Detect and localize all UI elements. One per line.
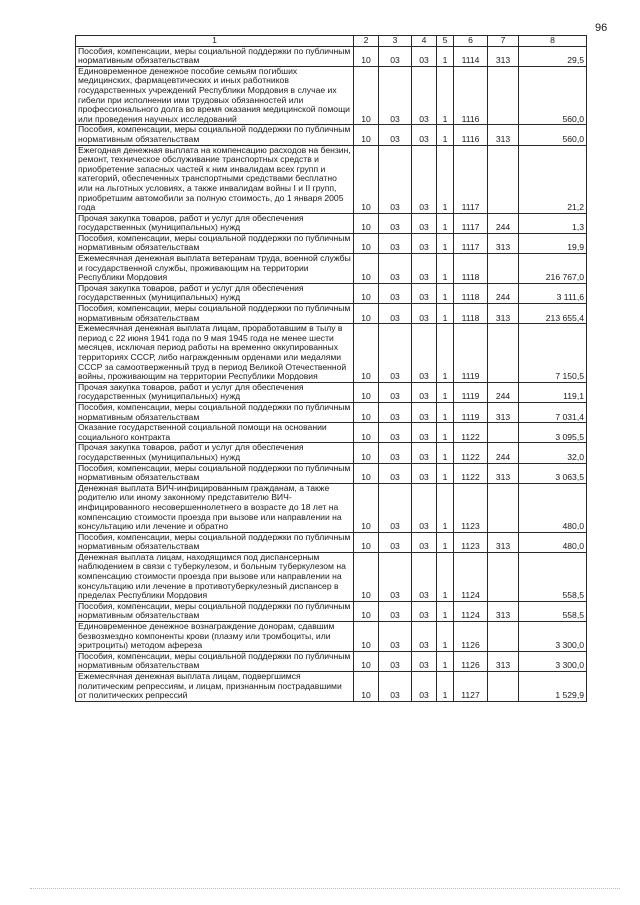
row-code-c7: 313 — [488, 125, 519, 145]
row-code-c5: 1 — [437, 552, 454, 601]
row-code-c6: 1117 — [454, 145, 488, 213]
row-code-c2: 10 — [354, 402, 379, 422]
row-code-c5: 1 — [437, 46, 454, 66]
row-amount: 560,0 — [519, 125, 587, 145]
row-code-c4: 03 — [412, 46, 437, 66]
row-code-c2: 10 — [354, 483, 379, 532]
row-description: Единовременное денежное вознаграждение донорам, сдавшим безвозмездно компоненты крови (плазму или тромбоциты, или эритроциты) методом афереза — [76, 622, 354, 652]
row-code-c4: 03 — [412, 324, 437, 383]
row-code-c5: 1 — [437, 66, 454, 125]
row-code-c4: 03 — [412, 601, 437, 621]
row-code-c4: 03 — [412, 382, 437, 402]
row-code-c5: 1 — [437, 324, 454, 383]
row-code-c5: 1 — [437, 483, 454, 532]
row-code-c3: 03 — [379, 145, 412, 213]
row-description: Пособия, компенсации, меры социальной поддержки по публичным нормативным обязательствам — [76, 46, 354, 66]
row-code-c6: 1119 — [454, 382, 488, 402]
row-amount: 7 031,4 — [519, 402, 587, 422]
scan-edge-line — [30, 888, 620, 890]
row-amount: 558,5 — [519, 552, 587, 601]
row-code-c5: 1 — [437, 402, 454, 422]
table-row — [76, 483, 587, 532]
row-code-c2: 10 — [354, 324, 379, 383]
row-description: Пособия, компенсации, меры социальной поддержки по публичным нормативным обязательствам — [76, 463, 354, 483]
row-code-c4: 03 — [412, 651, 437, 671]
row-code-c4: 03 — [412, 233, 437, 253]
row-amount: 1,3 — [519, 213, 587, 233]
row-code-c6: 1119 — [454, 324, 488, 383]
row-code-c7 — [488, 66, 519, 125]
row-code-c7 — [488, 324, 519, 383]
row-code-c2: 10 — [354, 601, 379, 621]
row-code-c6: 1116 — [454, 66, 488, 125]
row-code-c2: 10 — [354, 423, 379, 443]
row-description: Ежемесячная денежная выплата лицам, подвергшимся политическим репрессиям, и лицам, признанным пострадавшими от политических репрессий — [76, 672, 354, 702]
row-description: Пособия, компенсации, меры социальной поддержки по публичным нормативным обязательствам — [76, 402, 354, 422]
row-code-c6: 1122 — [454, 423, 488, 443]
row-amount: 560,0 — [519, 66, 587, 125]
row-code-c2: 10 — [354, 651, 379, 671]
header-cell: 4 — [412, 36, 437, 47]
row-code-c6: 1127 — [454, 672, 488, 702]
row-code-c2: 10 — [354, 46, 379, 66]
table-row — [76, 213, 587, 233]
row-code-c7: 313 — [488, 532, 519, 552]
header-cell: 5 — [437, 36, 454, 47]
row-code-c7 — [488, 672, 519, 702]
table-row — [76, 423, 587, 443]
row-amount: 3 095,5 — [519, 423, 587, 443]
row-code-c7: 244 — [488, 382, 519, 402]
table-row — [76, 672, 587, 702]
row-code-c5: 1 — [437, 213, 454, 233]
row-code-c2: 10 — [354, 254, 379, 284]
row-code-c4: 03 — [412, 672, 437, 702]
row-amount: 3 111,6 — [519, 283, 587, 303]
row-code-c6: 1118 — [454, 304, 488, 324]
table-row — [76, 283, 587, 303]
row-code-c3: 03 — [379, 382, 412, 402]
row-description: Оказание государственной социальной помощи на основании социального контракта — [76, 423, 354, 443]
row-code-c4: 03 — [412, 483, 437, 532]
row-code-c4: 03 — [412, 254, 437, 284]
row-amount: 32,0 — [519, 443, 587, 463]
row-code-c7: 244 — [488, 443, 519, 463]
row-code-c2: 10 — [354, 213, 379, 233]
budget-table — [75, 35, 587, 702]
row-code-c7: 313 — [488, 46, 519, 66]
row-code-c4: 03 — [412, 213, 437, 233]
row-code-c3: 03 — [379, 672, 412, 702]
row-code-c2: 10 — [354, 66, 379, 125]
row-code-c7: 313 — [488, 463, 519, 483]
row-code-c5: 1 — [437, 443, 454, 463]
row-code-c4: 03 — [412, 552, 437, 601]
header-cell: 7 — [488, 36, 519, 47]
row-amount: 213 655,4 — [519, 304, 587, 324]
row-code-c6: 1122 — [454, 463, 488, 483]
row-code-c6: 1123 — [454, 532, 488, 552]
header-cell: 6 — [454, 36, 488, 47]
row-code-c4: 03 — [412, 402, 437, 422]
row-code-c2: 10 — [354, 233, 379, 253]
header-cell: 8 — [519, 36, 587, 47]
row-description: Пособия, компенсации, меры социальной поддержки по публичным нормативным обязательствам — [76, 601, 354, 621]
row-code-c2: 10 — [354, 125, 379, 145]
row-code-c2: 10 — [354, 145, 379, 213]
row-code-c7: 313 — [488, 233, 519, 253]
row-code-c5: 1 — [437, 622, 454, 652]
row-description: Ежемесячная денежная выплата лицам, проработавшим в тылу в период с 22 июня 1941 года по 9 мая 1945 года не менее шести месяцев, исключая период работы на временно оккупированных территориях СССР, либо награжденным орденами или медалями СССР за самоотверженный труд в период Великой Отечественной войны, проживающим на территории Республики Мордовия — [76, 324, 354, 383]
row-code-c7: 313 — [488, 601, 519, 621]
row-code-c6: 1119 — [454, 402, 488, 422]
row-code-c3: 03 — [379, 483, 412, 532]
row-code-c5: 1 — [437, 145, 454, 213]
row-code-c7 — [488, 254, 519, 284]
row-code-c5: 1 — [437, 601, 454, 621]
row-code-c6: 1117 — [454, 213, 488, 233]
table-row — [76, 552, 587, 601]
table-row — [76, 532, 587, 552]
row-code-c4: 03 — [412, 443, 437, 463]
row-code-c7: 244 — [488, 213, 519, 233]
row-code-c3: 03 — [379, 463, 412, 483]
row-code-c6: 1126 — [454, 622, 488, 652]
row-code-c6: 1126 — [454, 651, 488, 671]
row-code-c7 — [488, 552, 519, 601]
row-amount: 480,0 — [519, 532, 587, 552]
header-cell: 1 — [76, 36, 354, 47]
row-code-c7: 313 — [488, 651, 519, 671]
table-row — [76, 304, 587, 324]
row-code-c5: 1 — [437, 651, 454, 671]
row-code-c6: 1124 — [454, 552, 488, 601]
row-code-c2: 10 — [354, 463, 379, 483]
row-amount: 119,1 — [519, 382, 587, 402]
row-amount: 29,5 — [519, 46, 587, 66]
row-code-c3: 03 — [379, 233, 412, 253]
row-code-c6: 1118 — [454, 283, 488, 303]
row-description: Денежная выплата ВИЧ-инфицированным гражданам, а также родителю или иному законному представителю ВИЧ-инфицированного несовершеннолетнего в возрасте до 18 лет на компенсацию стоимости проезда при вызове или направлении на консультацию или лечение и обратно — [76, 483, 354, 532]
row-code-c2: 10 — [354, 532, 379, 552]
row-description: Ежемесячная денежная выплата ветеранам труда, военной службы и государственной службы, проживающим на территории Республики Мордовия — [76, 254, 354, 284]
row-code-c3: 03 — [379, 125, 412, 145]
row-code-c3: 03 — [379, 532, 412, 552]
table-row — [76, 233, 587, 253]
row-code-c4: 03 — [412, 423, 437, 443]
row-code-c3: 03 — [379, 283, 412, 303]
row-code-c6: 1124 — [454, 601, 488, 621]
table-row — [76, 254, 587, 284]
row-code-c3: 03 — [379, 443, 412, 463]
table-row — [76, 402, 587, 422]
header-cell: 3 — [379, 36, 412, 47]
header-row — [76, 36, 587, 47]
row-code-c3: 03 — [379, 304, 412, 324]
row-description: Прочая закупка товаров, работ и услуг для обеспечения государственных (муниципальных) нужд — [76, 283, 354, 303]
row-amount: 3 300,0 — [519, 651, 587, 671]
row-code-c4: 03 — [412, 622, 437, 652]
row-code-c7 — [488, 423, 519, 443]
row-amount: 19,9 — [519, 233, 587, 253]
row-code-c6: 1117 — [454, 233, 488, 253]
table-row — [76, 382, 587, 402]
row-code-c3: 03 — [379, 66, 412, 125]
row-code-c3: 03 — [379, 423, 412, 443]
table-row — [76, 66, 587, 125]
row-code-c5: 1 — [437, 125, 454, 145]
row-code-c7 — [488, 145, 519, 213]
table-row — [76, 46, 587, 66]
table-row — [76, 601, 587, 621]
page-number: 96 — [595, 22, 608, 34]
row-code-c3: 03 — [379, 46, 412, 66]
header-cell: 2 — [354, 36, 379, 47]
row-amount: 558,5 — [519, 601, 587, 621]
table-row — [76, 443, 587, 463]
table-row — [76, 622, 587, 652]
row-description: Пособия, компенсации, меры социальной поддержки по публичным нормативным обязательствам — [76, 304, 354, 324]
table-row — [76, 145, 587, 213]
row-code-c4: 03 — [412, 145, 437, 213]
table-row — [76, 651, 587, 671]
row-code-c2: 10 — [354, 382, 379, 402]
row-amount: 3 300,0 — [519, 622, 587, 652]
row-code-c2: 10 — [354, 622, 379, 652]
row-code-c3: 03 — [379, 254, 412, 284]
row-code-c5: 1 — [437, 254, 454, 284]
row-code-c3: 03 — [379, 601, 412, 621]
row-code-c2: 10 — [354, 552, 379, 601]
row-description: Денежная выплата лицам, находящимся под диспансерным наблюдением в связи с туберкулезом, и больным туберкулезом на компенсацию стоимости проезда при вызове или направлении на консультацию или лечение в противотуберкулезный диспансер в пределах Республики Мордовия — [76, 552, 354, 601]
row-code-c7 — [488, 483, 519, 532]
row-code-c5: 1 — [437, 672, 454, 702]
row-code-c3: 03 — [379, 324, 412, 383]
row-code-c6: 1123 — [454, 483, 488, 532]
row-code-c5: 1 — [437, 304, 454, 324]
row-code-c2: 10 — [354, 283, 379, 303]
row-code-c4: 03 — [412, 304, 437, 324]
row-code-c3: 03 — [379, 622, 412, 652]
row-code-c7: 313 — [488, 304, 519, 324]
row-code-c5: 1 — [437, 423, 454, 443]
table-row — [76, 463, 587, 483]
row-code-c2: 10 — [354, 443, 379, 463]
row-code-c3: 03 — [379, 402, 412, 422]
row-description: Пособия, компенсации, меры социальной поддержки по публичным нормативным обязательствам — [76, 532, 354, 552]
row-code-c4: 03 — [412, 532, 437, 552]
row-code-c2: 10 — [354, 304, 379, 324]
row-code-c4: 03 — [412, 463, 437, 483]
row-code-c5: 1 — [437, 283, 454, 303]
row-code-c7: 313 — [488, 402, 519, 422]
row-description: Пособия, компенсации, меры социальной поддержки по публичным нормативным обязательствам — [76, 233, 354, 253]
row-code-c7 — [488, 622, 519, 652]
row-code-c3: 03 — [379, 552, 412, 601]
row-description: Единовременное денежное пособие семьям погибших медицинских, фармацевтических и иных работников государственных учреждений Республики Мордовия в случае их гибели при исполнении ими трудовых обязанностей или профессионального долга во время оказания медицинской помощи или проведения научных исследований — [76, 66, 354, 125]
row-code-c3: 03 — [379, 651, 412, 671]
row-code-c6: 1116 — [454, 125, 488, 145]
row-code-c5: 1 — [437, 233, 454, 253]
row-description: Прочая закупка товаров, работ и услуг для обеспечения государственных (муниципальных) нужд — [76, 382, 354, 402]
row-code-c6: 1122 — [454, 443, 488, 463]
row-code-c6: 1114 — [454, 46, 488, 66]
row-description: Пособия, компенсации, меры социальной поддержки по публичным нормативным обязательствам — [76, 125, 354, 145]
row-code-c3: 03 — [379, 213, 412, 233]
row-code-c4: 03 — [412, 283, 437, 303]
row-description: Пособия, компенсации, меры социальной поддержки по публичным нормативным обязательствам — [76, 651, 354, 671]
row-code-c4: 03 — [412, 66, 437, 125]
row-description: Прочая закупка товаров, работ и услуг для обеспечения государственных (муниципальных) нужд — [76, 443, 354, 463]
row-amount: 21,2 — [519, 145, 587, 213]
row-amount: 7 150,5 — [519, 324, 587, 383]
table-row — [76, 125, 587, 145]
row-code-c5: 1 — [437, 463, 454, 483]
row-code-c6: 1118 — [454, 254, 488, 284]
row-code-c2: 10 — [354, 672, 379, 702]
row-amount: 3 063,5 — [519, 463, 587, 483]
row-code-c5: 1 — [437, 532, 454, 552]
row-code-c4: 03 — [412, 125, 437, 145]
row-code-c7: 244 — [488, 283, 519, 303]
row-amount: 1 529,9 — [519, 672, 587, 702]
row-amount: 216 767,0 — [519, 254, 587, 284]
row-description: Ежегодная денежная выплата на компенсацию расходов на бензин, ремонт, техническое обслуживание транспортных средств и приобретение запасных частей к ним инвалидам всех групп и категорий, обеспеченных транспортными средствами бесплатно или на льготных условиях, а также инвалидам войны I и II групп, приобретшим автомобили за полную стоимость, до 1 января 2005 года — [76, 145, 354, 213]
row-amount: 480,0 — [519, 483, 587, 532]
row-code-c5: 1 — [437, 382, 454, 402]
row-description: Прочая закупка товаров, работ и услуг для обеспечения государственных (муниципальных) нужд — [76, 213, 354, 233]
table-row — [76, 324, 587, 383]
